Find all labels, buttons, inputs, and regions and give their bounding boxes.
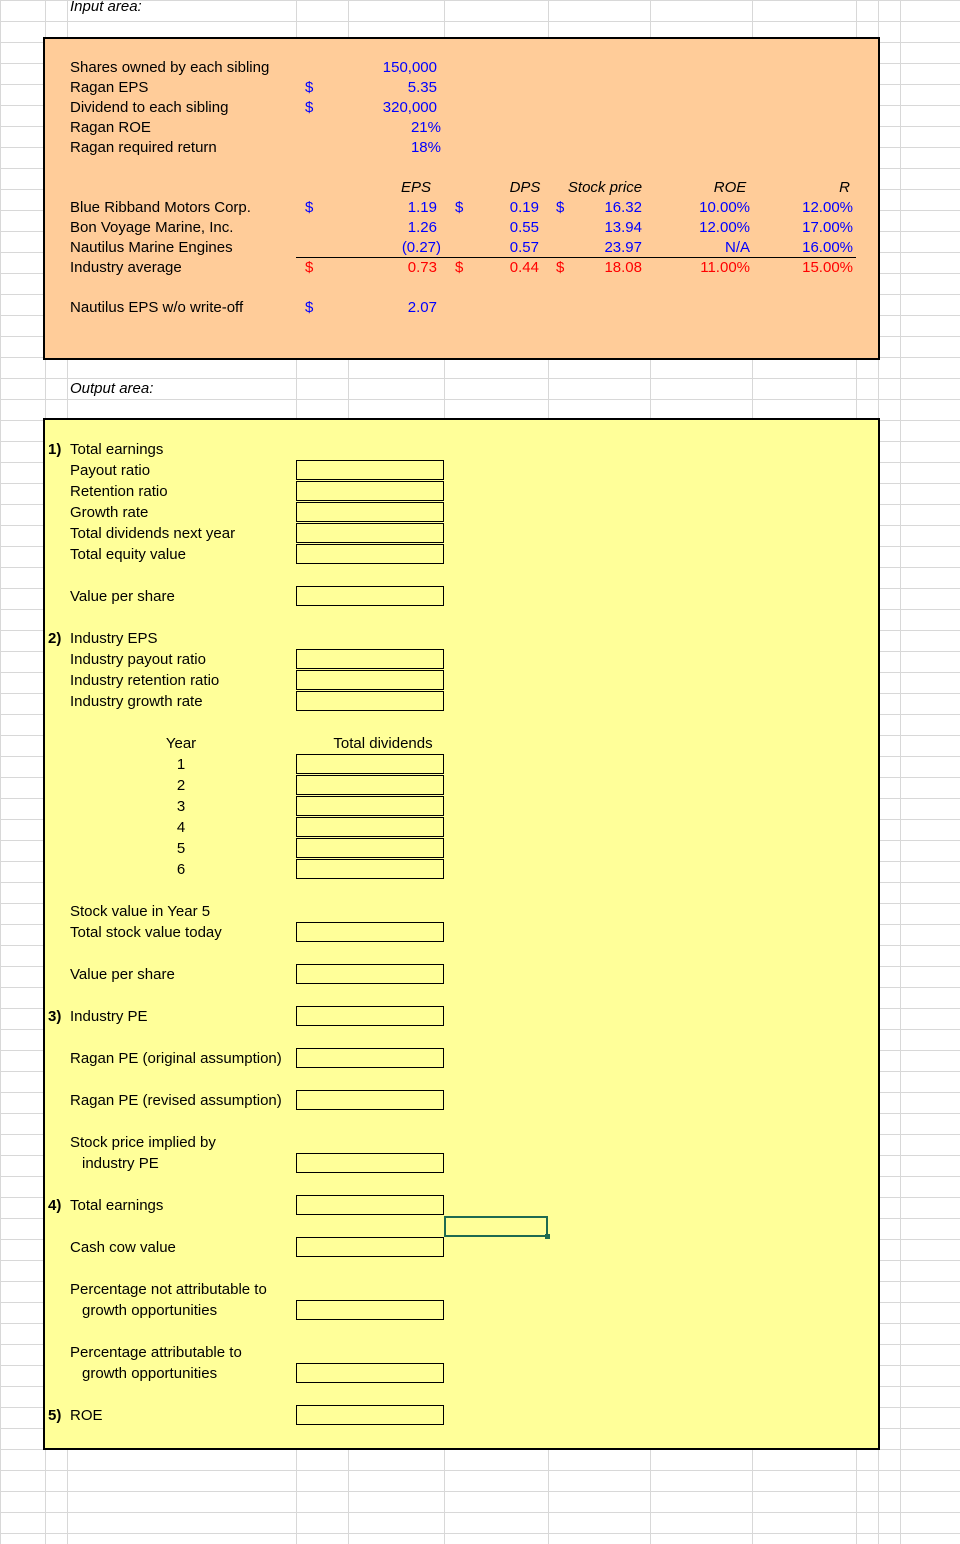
answer-cell[interactable] [296,502,444,522]
output-label[interactable]: Industry growth rate [70,693,203,710]
dividend-cell[interactable] [296,796,444,816]
col-header-roe: ROE [713,179,747,196]
eps-value[interactable]: 0.73 [407,259,437,276]
answer-cell[interactable] [296,523,444,543]
currency-symbol: $ [305,299,314,316]
question-number: 3) [48,1008,62,1025]
year-number: 1 [176,756,186,773]
col-header-stock-price: Stock price [567,179,643,196]
eps-value[interactable]: (0.27) [401,239,441,256]
output-label[interactable]: Industry payout ratio [70,651,206,668]
answer-cell[interactable] [296,1195,444,1215]
col-header-eps: EPS [400,179,431,196]
dps-value[interactable]: 0.55 [509,219,539,236]
currency-symbol: $ [556,259,565,276]
output-label[interactable]: Industry EPS [70,630,158,647]
answer-cell[interactable] [296,1237,444,1257]
answer-cell[interactable] [296,460,444,480]
dividend-cell[interactable] [296,754,444,774]
output-area-label: Output area: [70,380,154,397]
output-label[interactable]: Retention ratio [70,483,168,500]
output-label[interactable]: Ragan PE (original assumption) [70,1050,282,1067]
output-label[interactable]: Industry PE [70,1008,148,1025]
currency-symbol: $ [556,199,565,216]
dps-value[interactable]: 0.19 [509,199,539,216]
year-number: 3 [176,798,186,815]
output-label[interactable]: Ragan PE (revised assumption) [70,1092,282,1109]
output-label[interactable]: Payout ratio [70,462,151,479]
company-name[interactable]: Nautilus Marine Engines [70,239,233,256]
question-number: 5) [48,1407,62,1424]
output-label[interactable]: ROE [70,1407,103,1424]
r-value[interactable]: 15.00% [802,259,853,276]
answer-cell[interactable] [296,1048,444,1068]
param-label[interactable]: Ragan required return [70,139,217,156]
output-label[interactable]: growth opportunities [82,1365,218,1382]
currency-symbol: $ [455,199,464,216]
nautilus-label[interactable]: Nautilus EPS w/o write-off [70,299,244,316]
year-header: Year [165,735,197,752]
dividend-cell[interactable] [296,817,444,837]
answer-cell[interactable] [296,586,444,606]
param-value[interactable]: 5.35 [407,79,437,96]
stock-price-value[interactable]: 13.94 [604,219,642,236]
currency-symbol: $ [305,259,314,276]
param-label[interactable]: Ragan ROE [70,119,151,136]
roe-value[interactable]: 10.00% [699,199,750,216]
param-value[interactable]: 21% [410,119,441,136]
answer-cell[interactable] [296,1006,444,1026]
r-value[interactable]: 16.00% [802,239,853,256]
answer-cell[interactable] [296,1090,444,1110]
param-value[interactable]: 320,000 [382,99,437,116]
total-dividends-header: Total dividends [333,735,433,752]
answer-cell[interactable] [296,964,444,984]
param-label[interactable]: Shares owned by each sibling [70,59,270,76]
fill-handle[interactable] [545,1234,550,1239]
output-label[interactable]: Industry retention ratio [70,672,220,689]
year-number: 5 [176,840,186,857]
output-label[interactable]: Percentage not attributable to [70,1281,267,1298]
answer-cell[interactable] [296,1363,444,1383]
gridline [900,0,901,1544]
answer-cell[interactable] [296,922,444,942]
answer-cell[interactable] [296,649,444,669]
roe-value[interactable]: N/A [724,239,750,256]
dps-value[interactable]: 0.57 [509,239,539,256]
dividend-cell[interactable] [296,775,444,795]
output-label[interactable]: Percentage attributable to [70,1344,242,1361]
input-area-label: Input area: [70,0,142,15]
col-header-dps: DPS [509,179,541,196]
r-value[interactable]: 17.00% [802,219,853,236]
eps-value[interactable]: 1.19 [407,199,437,216]
output-label[interactable]: Total equity value [70,546,186,563]
output-label[interactable]: Stock value in Year 5 [70,903,211,920]
active-cell-selection[interactable] [444,1216,548,1237]
param-value[interactable]: 18% [410,139,441,156]
stock-price-value[interactable]: 18.08 [604,259,642,276]
stock-price-value[interactable]: 16.32 [604,199,642,216]
year-number: 6 [176,861,186,878]
output-label[interactable]: Total earnings [70,1197,164,1214]
output-label[interactable]: Stock price implied by [70,1134,216,1151]
answer-cell[interactable] [296,691,444,711]
param-label[interactable]: Dividend to each sibling [70,99,229,116]
answer-cell[interactable] [296,1153,444,1173]
eps-value[interactable]: 1.26 [407,219,437,236]
year-number: 2 [176,777,186,794]
r-value[interactable]: 12.00% [802,199,853,216]
currency-symbol: $ [455,259,464,276]
answer-cell[interactable] [296,544,444,564]
output-label[interactable]: Growth rate [70,504,149,521]
output-label[interactable]: Total dividends next year [70,525,236,542]
currency-symbol: $ [305,199,314,216]
roe-value[interactable]: 11.00% [700,259,750,276]
stock-price-value[interactable]: 23.97 [604,239,642,256]
param-label[interactable]: Ragan EPS [70,79,149,96]
output-label[interactable]: Total earnings [70,441,164,458]
roe-value[interactable]: 12.00% [699,219,750,236]
question-number: 2) [48,630,62,647]
answer-cell[interactable] [296,481,444,501]
col-header-r: R [839,179,850,196]
company-name[interactable]: Blue Ribband Motors Corp. [70,199,251,216]
param-value[interactable]: 150,000 [382,59,437,76]
output-label[interactable]: Value per share [70,588,175,605]
currency-symbol: $ [305,99,314,116]
output-label[interactable]: growth opportunities [82,1302,218,1319]
output-label[interactable]: Cash cow value [70,1239,176,1256]
output-label[interactable]: Value per share [70,966,175,983]
question-number: 4) [48,1197,62,1214]
currency-symbol: $ [305,79,314,96]
company-name[interactable]: Bon Voyage Marine, Inc. [70,219,234,236]
dps-value[interactable]: 0.44 [509,259,539,276]
output-label[interactable]: Total stock value today [70,924,222,941]
question-number: 1) [48,441,62,458]
nautilus-eps-value[interactable]: 2.07 [407,299,437,316]
answer-cell[interactable] [296,1405,444,1425]
answer-cell[interactable] [296,1300,444,1320]
company-name[interactable]: Industry average [70,259,182,276]
answer-cell[interactable] [296,670,444,690]
dividend-cell[interactable] [296,838,444,858]
year-number: 4 [176,819,186,836]
output-label[interactable]: industry PE [82,1155,159,1172]
dividend-cell[interactable] [296,859,444,879]
